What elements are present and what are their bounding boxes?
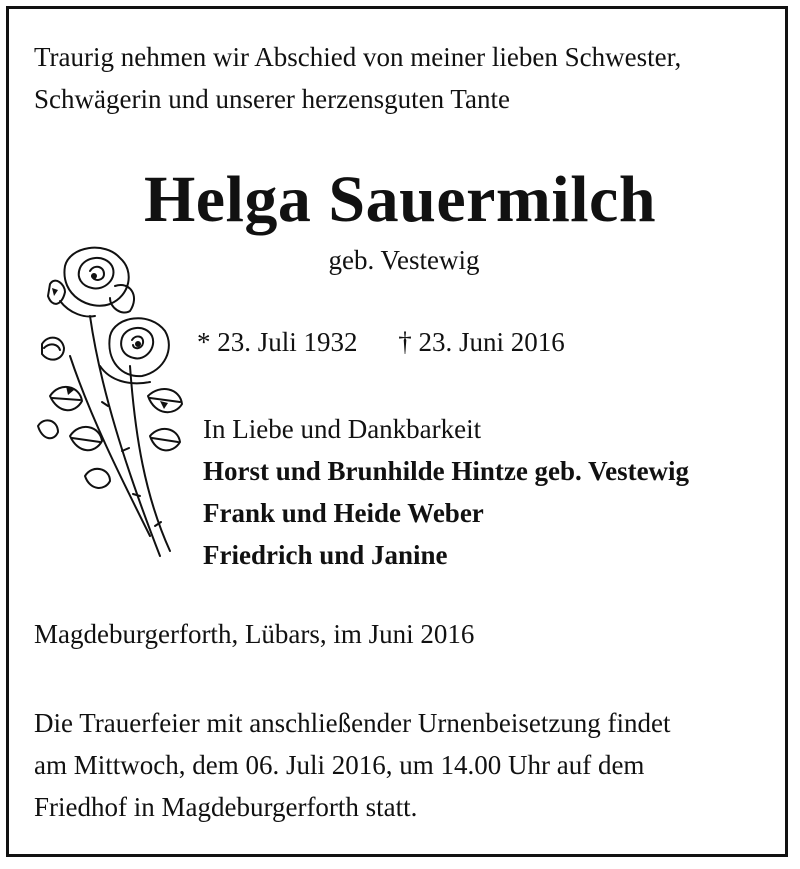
family-block xyxy=(203,408,689,576)
service-line-2: am Mittwoch, dem 06. Juli 2016, um 14.00 Uhr auf dem xyxy=(34,750,645,780)
family-member: Frank und Heide Weber xyxy=(203,498,484,528)
family-member: Horst und Brunhilde Hintze geb. Vestewig xyxy=(203,456,690,486)
family-greeting: In Liebe und Dankbarkeit xyxy=(203,414,482,444)
birth-name: geb. Vestewig xyxy=(328,245,480,275)
service-line-1: Die Trauerfeier mit anschließender Urnenbeisetzung findet xyxy=(34,708,671,738)
family-member: Friedrich und Janine xyxy=(203,540,448,570)
death-date: † 23. Juni 2016 xyxy=(398,327,565,357)
intro-line-1: Traurig nehmen wir Abschied von meiner lieben Schwester, xyxy=(34,42,682,72)
intro-line-2: Schwägerin und unserer herzensguten Tante xyxy=(34,84,510,114)
service-info xyxy=(34,702,774,828)
life-dates xyxy=(197,324,565,360)
birth-date: * 23. Juli 1932 xyxy=(197,327,358,357)
place-and-date: Magdeburgerforth, Lübars, im Juni 2016 xyxy=(34,619,475,649)
rose-illustration-icon xyxy=(30,236,200,576)
intro-text xyxy=(34,36,774,120)
service-line-3: Friedhof in Magdeburgerforth statt. xyxy=(34,792,418,822)
deceased-name: Helga Sauermilch xyxy=(143,163,657,236)
